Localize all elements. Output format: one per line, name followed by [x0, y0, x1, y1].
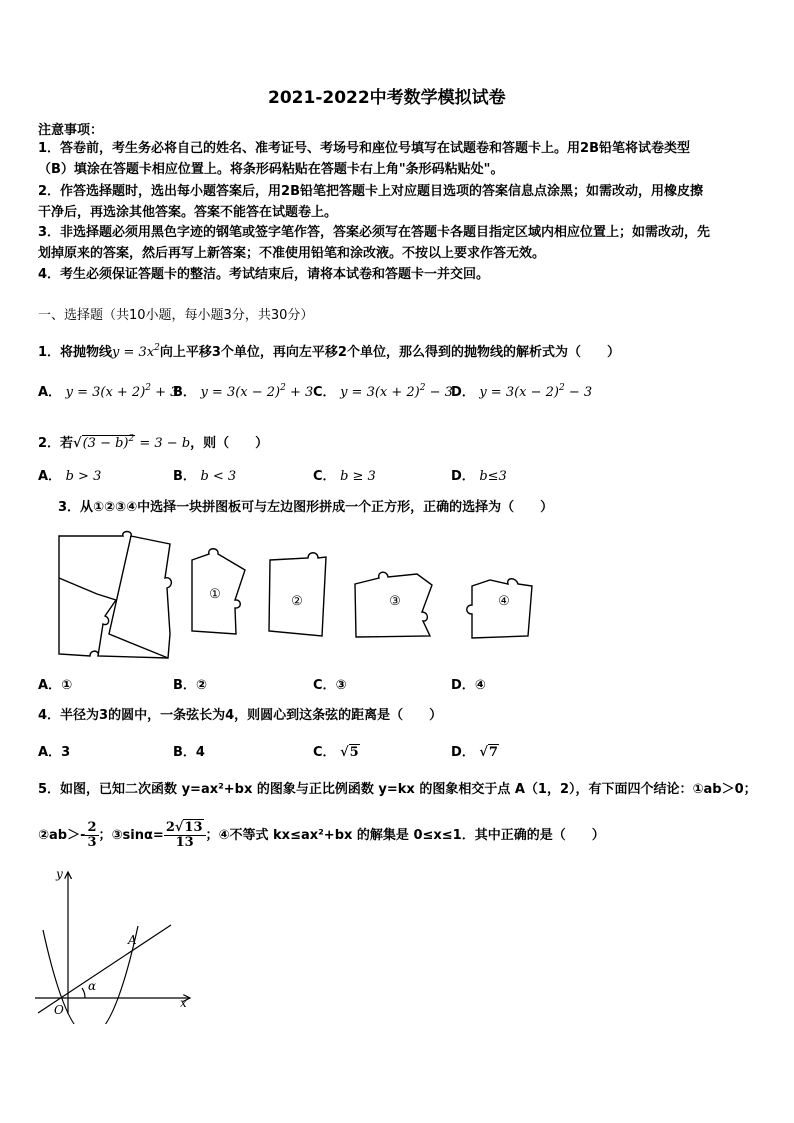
notice-line: 干净后，再选涂其他答案。答案不能答在试题卷上。: [38, 205, 338, 220]
page-title: 2021-2022中考数学模拟试卷: [268, 88, 506, 108]
question-2-option-a[interactable]: A． b > 3: [38, 469, 102, 484]
point-a-label: A: [128, 933, 137, 947]
question-4-option-a[interactable]: A．3: [38, 745, 71, 760]
question-4-option-b[interactable]: B．4: [173, 745, 205, 760]
question-1-option-a[interactable]: A． $y = 3(x + 2)^2 + 3$: [38, 383, 179, 400]
notice-line: 4．考生必须保证答题卡的整洁。考试结束后，请将本试卷和答题卡一并交回。: [38, 267, 490, 282]
notice-line: 3．非选择题必须用黑色字迹的钢笔或签字笔作答，答案必须写在答题卡各题目指定区域内相应位置上；如需改动，先: [38, 225, 711, 240]
question-3-option-b[interactable]: B．②: [173, 678, 207, 693]
y-axis-label: y: [56, 867, 63, 881]
question-2-option-d[interactable]: D． b≤3: [451, 469, 507, 484]
question-3-option-c[interactable]: C．③: [313, 678, 347, 693]
question-1-stem: 1．将抛物线$y = 3x^2$向上平移3个单位，再向左平移2个单位，那么得到的抛物线的解析式为（ ）: [38, 343, 620, 360]
line-y-kx: [38, 925, 171, 1013]
question-2-stem: 2．若$√(3 - b)^2 = 3 - b$，则（ ）: [38, 434, 269, 451]
piece-2-label: ②: [291, 594, 303, 609]
left-figure-outline: [59, 532, 171, 659]
question-5-stem: 5．如图，已知二次函数 y=ax²+bx 的图象与正比例函数 y=kx 的图象相交于点 A（1，2），有下面四个结论：①ab＞0；: [38, 782, 757, 797]
function-graph: [30, 864, 200, 1024]
piece-1-label: ①: [209, 587, 221, 602]
question-3-option-a[interactable]: A．①: [38, 678, 73, 693]
fraction: $\frac{2√13}{13}$: [164, 821, 206, 850]
question-4-option-d[interactable]: D． √7: [451, 745, 498, 760]
x-axis-label: x: [180, 996, 187, 1010]
angle-arc: [82, 988, 85, 998]
question-4-option-c[interactable]: C． √5: [313, 745, 359, 760]
origin-label: O: [54, 1003, 64, 1017]
angle-alpha-label: α: [88, 979, 97, 993]
notice-heading: 注意事项：: [38, 123, 104, 138]
fraction: $\frac{2}{3}$: [87, 820, 97, 850]
question-3-option-d[interactable]: D．④: [451, 678, 486, 693]
question-1-option-c[interactable]: C． $y = 3(x + 2)^2 - 3$: [313, 383, 453, 400]
question-2-option-c[interactable]: C． b ≥ 3: [313, 469, 376, 484]
question-2-option-b[interactable]: B． b < 3: [173, 469, 237, 484]
question-1-option-b[interactable]: B． $y = 3(x - 2)^2 + 3$: [173, 383, 314, 400]
piece-4-label: ④: [498, 594, 510, 609]
piece-3-label: ③: [389, 594, 401, 609]
question-4-stem: 4．半径为3的圆中，一条弦长为4，则圆心到这条弦的距离是（ ）: [38, 708, 443, 723]
notice-line: 1．答卷前，考生务必将自己的姓名、准考证号、考场号和座位号填写在试题卷和答题卡上。用2B铅笔将试卷类型: [38, 141, 691, 156]
puzzle-figure: [52, 530, 547, 664]
question-5-conclusions: ②ab＞- $\frac{2}{3}$ ；③sinα= $\frac{2√13}{13}$ ；④不等式 kx≤ax²+bx 的解集是 0≤x≤1．其中正确的是（ ）: [38, 820, 605, 850]
question-3-stem: 3．从①②③④中选择一块拼图板可与左边图形拼成一个正方形，正确的选择为（ ）: [58, 500, 554, 515]
notice-line: 划掉原来的答案，然后再写上新答案；不准使用铅笔和涂改液。不按以上要求作答无效。: [38, 246, 546, 261]
notice-line: 2．作答选择题时，选出每小题答案后，用2B铅笔把答题卡上对应题目选项的答案信息点涂黑；如需改动，用橡皮擦: [38, 184, 704, 199]
left-figure-cut: [59, 578, 116, 656]
left-figure-cut: [109, 536, 168, 658]
sqrt-expression: $√(3 - b)^2$: [73, 434, 135, 451]
question-1-option-d[interactable]: D． $y = 3(x - 2)^2 - 3$: [451, 383, 593, 400]
section-heading: 一、选择题（共10小题，每小题3分，共30分）: [38, 308, 314, 323]
notice-line: （B）填涂在答题卡相应位置上。将条形码粘贴在答题卡右上角"条形码粘贴处"。: [38, 162, 504, 177]
